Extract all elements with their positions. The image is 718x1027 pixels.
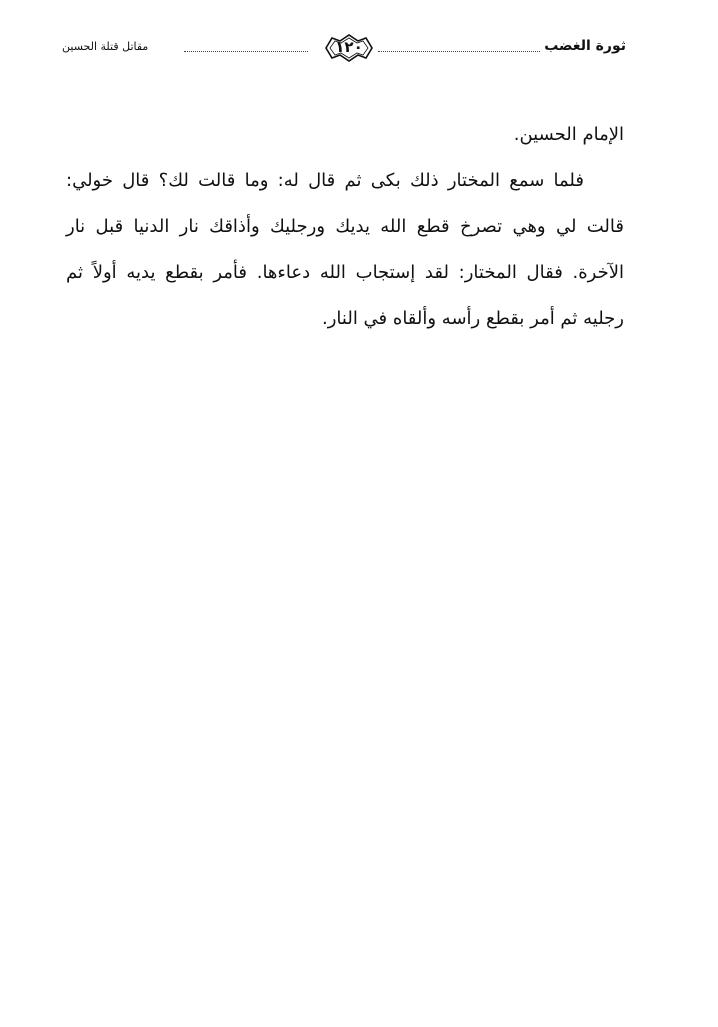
book-title: ثورة الغضب bbox=[544, 38, 626, 54]
page-number: ١٢٠ bbox=[335, 38, 363, 56]
paragraph: الإمام الحسين. bbox=[513, 124, 624, 145]
header-dotted-leader bbox=[184, 51, 308, 52]
section-title: مقاتل قتلة الحسين bbox=[62, 40, 149, 53]
header-dotted-leader bbox=[378, 51, 540, 52]
page-body bbox=[66, 112, 624, 342]
page-number-ornament bbox=[320, 32, 378, 64]
paragraph: فلما سمع المختار ذلك بكى ثم قال له: وما قالت لك؟ قال خولي: قالت لي وهي تصرخ قطع الله يديك ورجليك وأذاقك نار الدنيا قبل نار الآخرة. فقال المختار: لقد إستجاب الله دعاءها. فأمر بقطع يديه أولاً ثم رجليه ثم أمر بقطع رأسه وألقاه في النار. bbox=[66, 170, 624, 329]
page-header bbox=[62, 30, 626, 66]
